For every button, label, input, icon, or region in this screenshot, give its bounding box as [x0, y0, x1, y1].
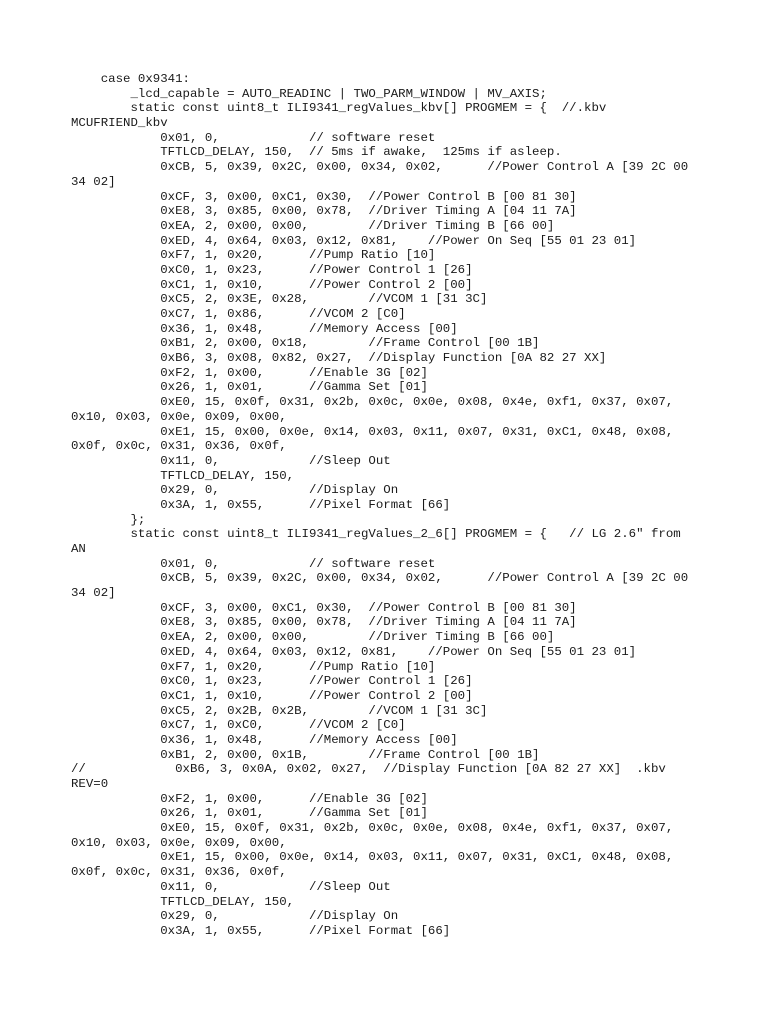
- code-line: 0x11, 0, //Sleep Out: [71, 453, 391, 468]
- code-line: static const uint8_t ILI9341_regValues_kbv[] PROGMEM = { //.kbv: [71, 101, 607, 116]
- code-line: 0xF2, 1, 0x00, //Enable 3G [02]: [71, 791, 428, 806]
- code-line: static const uint8_t ILI9341_regValues_2_6[] PROGMEM = { // LG 2.6" from: [71, 527, 681, 542]
- code-line: 0xE1, 15, 0x00, 0x0e, 0x14, 0x03, 0x11, 0x07, 0x31, 0xC1, 0x48, 0x08,: [71, 424, 674, 439]
- code-line: 0x3A, 1, 0x55, //Pixel Format [66]: [71, 497, 451, 512]
- code-line: };: [71, 512, 146, 527]
- code-line: AN: [71, 542, 86, 556]
- code-line: 34 02]: [71, 586, 116, 601]
- code-line: 0xCF, 3, 0x00, 0xC1, 0x30, //Power Control B [00 81 30]: [71, 189, 577, 204]
- code-line: 0x0f, 0x0c, 0x31, 0x36, 0x0f,: [71, 439, 287, 454]
- code-line: 0xB1, 2, 0x00, 0x1B, //Frame Control [00 1B]: [71, 747, 540, 762]
- code-line: // 0xB6, 3, 0x0A, 0x02, 0x27, //Display Function [0A 82 27 XX] .kbv: [71, 762, 666, 777]
- code-line: _lcd_capable = AUTO_READINC | TWO_PARM_WINDOW | MV_AXIS;: [71, 86, 547, 101]
- code-line: TFTLCD_DELAY, 150, // 5ms if awake, 125ms if asleep.: [71, 145, 562, 160]
- code-line: TFTLCD_DELAY, 150,: [71, 894, 295, 909]
- code-line: 0x11, 0, //Sleep Out: [71, 879, 391, 894]
- code-line: 0x29, 0, //Display On: [71, 909, 399, 924]
- code-line: REV=0: [71, 777, 109, 791]
- code-page: [71, 72, 761, 939]
- code-line: 0x01, 0, // software reset: [71, 556, 436, 571]
- code-line: 0xCB, 5, 0x39, 0x2C, 0x00, 0x34, 0x02, //Power Control A [39 2C 00: [71, 160, 689, 175]
- code-line: 0xE0, 15, 0x0f, 0x31, 0x2b, 0x0c, 0x0e, 0x08, 0x4e, 0xf1, 0x37, 0x07,: [71, 395, 674, 410]
- code-line: 0xE8, 3, 0x85, 0x00, 0x78, //Driver Timing A [04 11 7A]: [71, 615, 577, 630]
- code-line: 0xC1, 1, 0x10, //Power Control 2 [00]: [71, 277, 473, 292]
- code-line: 0xC5, 2, 0x2B, 0x2B, //VCOM 1 [31 3C]: [71, 703, 488, 718]
- code-line: 0xC1, 1, 0x10, //Power Control 2 [00]: [71, 688, 473, 703]
- code-line: 0x36, 1, 0x48, //Memory Access [00]: [71, 732, 458, 747]
- code-line: 0x10, 0x03, 0x0e, 0x09, 0x00,: [71, 409, 287, 424]
- code-line: 0x26, 1, 0x01, //Gamma Set [01]: [71, 380, 428, 395]
- code-line: 0x29, 0, //Display On: [71, 483, 399, 498]
- code-line: 0xEA, 2, 0x00, 0x00, //Driver Timing B [66 00]: [71, 218, 555, 233]
- code-line: 0xED, 4, 0x64, 0x03, 0x12, 0x81, //Power On Seq [55 01 23 01]: [71, 233, 637, 248]
- code-line: 0xF7, 1, 0x20, //Pump Ratio [10]: [71, 248, 436, 263]
- code-line: 0xCB, 5, 0x39, 0x2C, 0x00, 0x34, 0x02, //Power Control A [39 2C 00: [71, 571, 689, 586]
- code-line: 0xB6, 3, 0x08, 0x82, 0x27, //Display Function [0A 82 27 XX]: [71, 351, 607, 366]
- code-line: 0x01, 0, // software reset: [71, 130, 436, 145]
- code-line: MCUFRIEND_kbv: [71, 116, 168, 131]
- code-line: 0xC5, 2, 0x3E, 0x28, //VCOM 1 [31 3C]: [71, 292, 488, 307]
- code-line: 0xC7, 1, 0xC0, //VCOM 2 [C0]: [71, 718, 406, 733]
- code-line: 0x10, 0x03, 0x0e, 0x09, 0x00,: [71, 835, 287, 850]
- code-line: 0xED, 4, 0x64, 0x03, 0x12, 0x81, //Power On Seq [55 01 23 01]: [71, 644, 637, 659]
- code-line: TFTLCD_DELAY, 150,: [71, 468, 295, 483]
- code-line: 0xC0, 1, 0x23, //Power Control 1 [26]: [71, 262, 473, 277]
- code-line: 0xEA, 2, 0x00, 0x00, //Driver Timing B [66 00]: [71, 630, 555, 645]
- code-line: case 0x9341:: [71, 72, 190, 86]
- code-line: 0xE1, 15, 0x00, 0x0e, 0x14, 0x03, 0x11, 0x07, 0x31, 0xC1, 0x48, 0x08,: [71, 850, 674, 865]
- code-line: 0xF7, 1, 0x20, //Pump Ratio [10]: [71, 659, 436, 674]
- code-line: 34 02]: [71, 174, 116, 189]
- code-line: 0xCF, 3, 0x00, 0xC1, 0x30, //Power Control B [00 81 30]: [71, 600, 577, 615]
- code-line: 0x36, 1, 0x48, //Memory Access [00]: [71, 321, 458, 336]
- code-line: 0xE0, 15, 0x0f, 0x31, 0x2b, 0x0c, 0x0e, 0x08, 0x4e, 0xf1, 0x37, 0x07,: [71, 821, 674, 836]
- code-line: 0x26, 1, 0x01, //Gamma Set [01]: [71, 806, 428, 821]
- code-line: 0x3A, 1, 0x55, //Pixel Format [66]: [71, 923, 451, 938]
- code-line: 0xF2, 1, 0x00, //Enable 3G [02]: [71, 365, 428, 380]
- code-line: 0x0f, 0x0c, 0x31, 0x36, 0x0f,: [71, 865, 287, 880]
- code-line: 0xC7, 1, 0x86, //VCOM 2 [C0]: [71, 307, 406, 321]
- code-line: 0xE8, 3, 0x85, 0x00, 0x78, //Driver Timing A [04 11 7A]: [71, 204, 577, 219]
- code-line: 0xB1, 2, 0x00, 0x18, //Frame Control [00 1B]: [71, 336, 540, 351]
- code-line: 0xC0, 1, 0x23, //Power Control 1 [26]: [71, 674, 473, 689]
